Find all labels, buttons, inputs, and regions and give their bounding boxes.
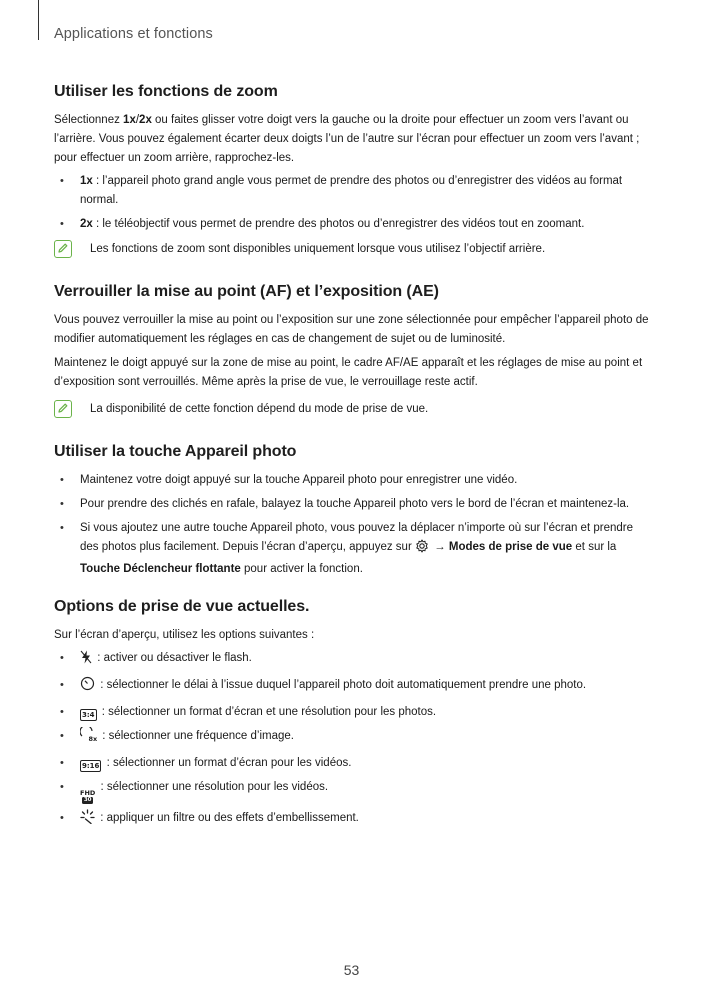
section-title-af-ae: Verrouiller la mise au point (AF) et l’exposition (AE) [54,283,439,300]
list-item: • : appliquer un filtre ou des effets d’embellissement. [54,809,654,831]
zoom-paragraph: Sélectionnez 1x/2x ou faites glisser votre doigt vers la gauche ou la droite pour effectuer un zoom vers l’avant ou l’arrière. Vous pouvez également écarter deux doigts l’un de l’autre sur l’écran pour effectuer un zoom vers l’avant ; pour effectuer un zoom arrière, rapprochez-les. [54,114,640,164]
timer-icon [80,676,95,698]
options-intro: Sur l’écran d’aperçu, utilisez les options suivantes : [54,629,315,641]
list-item: • : activer ou désactiver le flash. [54,649,654,671]
list-item: • 3:4 : sélectionner un format d’écran et une résolution pour les photos. [60,706,437,719]
list-item: • Pour prendre des clichés en rafale, balayez la touche Appareil photo vers le bord de l’écran et maintenez-la. [60,498,630,510]
af-note [54,400,654,419]
camera-button-bullet-list [54,471,654,579]
ratio-3-4-icon: 3:4 [82,711,95,719]
list-item: • 1x : l’appareil photo grand angle vous permet de prendre des photos ou d’enregistrer des vidéos au format normal. [60,175,623,206]
zoom-bullet-list [54,172,654,234]
note-icon [54,400,72,418]
note-text: Les fonctions de zoom sont disponibles uniquement lorsque vous utilisez l’objectif arrière. [90,243,546,255]
list-item: • FHD 30 : sélectionner une résolution pour les vidéos. [60,781,329,803]
page-number: 53 [343,962,360,978]
page-content [54,83,654,836]
list-item: • Si vous ajoutez une autre touche Appareil photo, vous pouvez la déplacer n’importe où sur l’écran et prendre des photos plus facilement. Depuis l’écran d’aperçu, appuyez sur → Modes de prise de vue et sur la Touche Déclencheur flottante pour activer la fonction. [60,522,633,575]
note-icon [54,240,72,258]
note-text: La disponibilité de cette fonction dépend du mode de prise de vue. [90,403,429,415]
video-resolution-icon: FHD 30 [80,789,96,803]
list-item: • Maintenez votre doigt appuyé sur la touche Appareil photo pour enregistrer une vidéo. [60,474,518,486]
af-paragraph-2: Maintenez le doigt appuyé sur la zone de mise au point, le cadre AF/AE apparaît et les réglages de mise au point et d’exposition sont verrouillés. Même après la prise de vue, le verrouillage reste actif. [54,357,643,388]
flash-icon [80,650,92,671]
gear-icon [415,539,429,560]
list-item: • : sélectionner le délai à l’issue duquel l’appareil photo doit automatiquement prendre une photo. [54,676,654,698]
frame-rate-icon [80,727,97,749]
list-item: • 9:16 : sélectionner un format d’écran pour les vidéos. [60,757,352,770]
ratio-9-16-icon: 9:16 [82,762,100,770]
options-bullet-list [54,649,654,831]
section-title-camera-button: Utiliser la touche Appareil photo [54,443,297,460]
af-paragraph-1: Vous pouvez verrouiller la mise au point ou l’exposition sur une zone sélectionnée pour empêcher l’appareil photo de modifier automatiquement les réglages en cas de changement de sujet ou de luminosité. [54,314,649,345]
page-header-title: Applications et fonctions [54,26,213,42]
svg-text:8x: 8x [88,735,97,742]
list-item: • 8x : sélectionner une fréquence d’image. [54,727,654,749]
section-title-zoom: Utiliser les fonctions de zoom [54,83,278,100]
filter-icon [80,809,95,831]
list-item: • 2x : le téléobjectif vous permet de prendre des photos ou d’enregistrer des vidéos tout en zoomant. [60,218,585,230]
header-rule [38,0,39,40]
section-title-shooting-options: Options de prise de vue actuelles. [54,598,310,615]
zoom-note [54,240,654,259]
